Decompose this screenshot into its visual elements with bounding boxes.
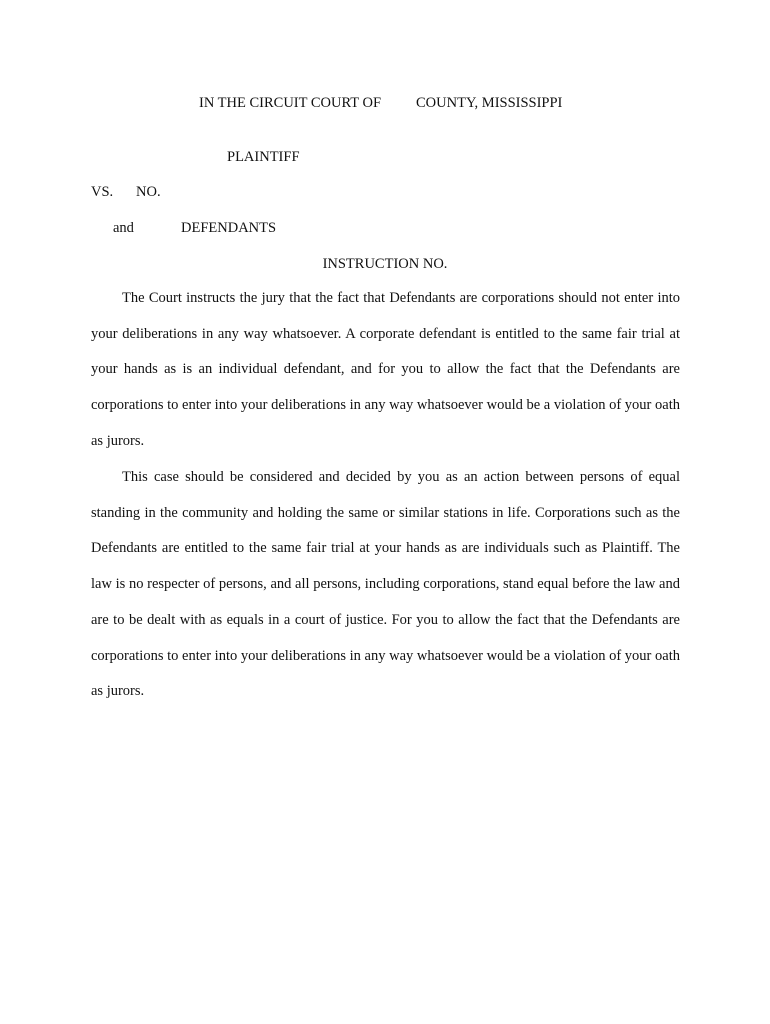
court-heading-left: IN THE CIRCUIT COURT OF [199, 95, 382, 111]
defendants-label: DEFENDANTS [181, 220, 277, 236]
instruction-paragraph-2: This case should be considered and decided by you as an action between persons of equal standing in the community and holding the same or similar stations in life. Corporations such as the Defendants are entitled to the same fair trial at your hands as are individuals such as Plaintiff. The law is no respecter of persons, and all persons, including corporations, stand equal before the law and are to be dealt with as equals in a court of justice. For you to allow the fact that the Defendants are corporations to enter into your deliberations in any way whatsoever would be a violation of your oath as jurors. [91, 469, 680, 700]
case-number-label: NO. [136, 184, 161, 200]
court-heading-right: COUNTY, MISSISSIPPI [416, 95, 563, 111]
versus-label: VS. [91, 184, 114, 200]
conjunction-label: and [113, 220, 134, 236]
plaintiff-label: PLAINTIFF [227, 149, 300, 165]
instruction-title: INSTRUCTION NO. [322, 256, 448, 272]
instruction-paragraph-1: The Court instructs the jury that the fact that Defendants are corporations should not enter into your deliberations in any way whatsoever. A corporate defendant is entitled to the same fair trial at your hands as is an individual defendant, and for you to allow the fact that the Defendants are corporations to enter into your deliberations in any way whatsoever would be a violation of your oath as jurors. [91, 290, 680, 449]
